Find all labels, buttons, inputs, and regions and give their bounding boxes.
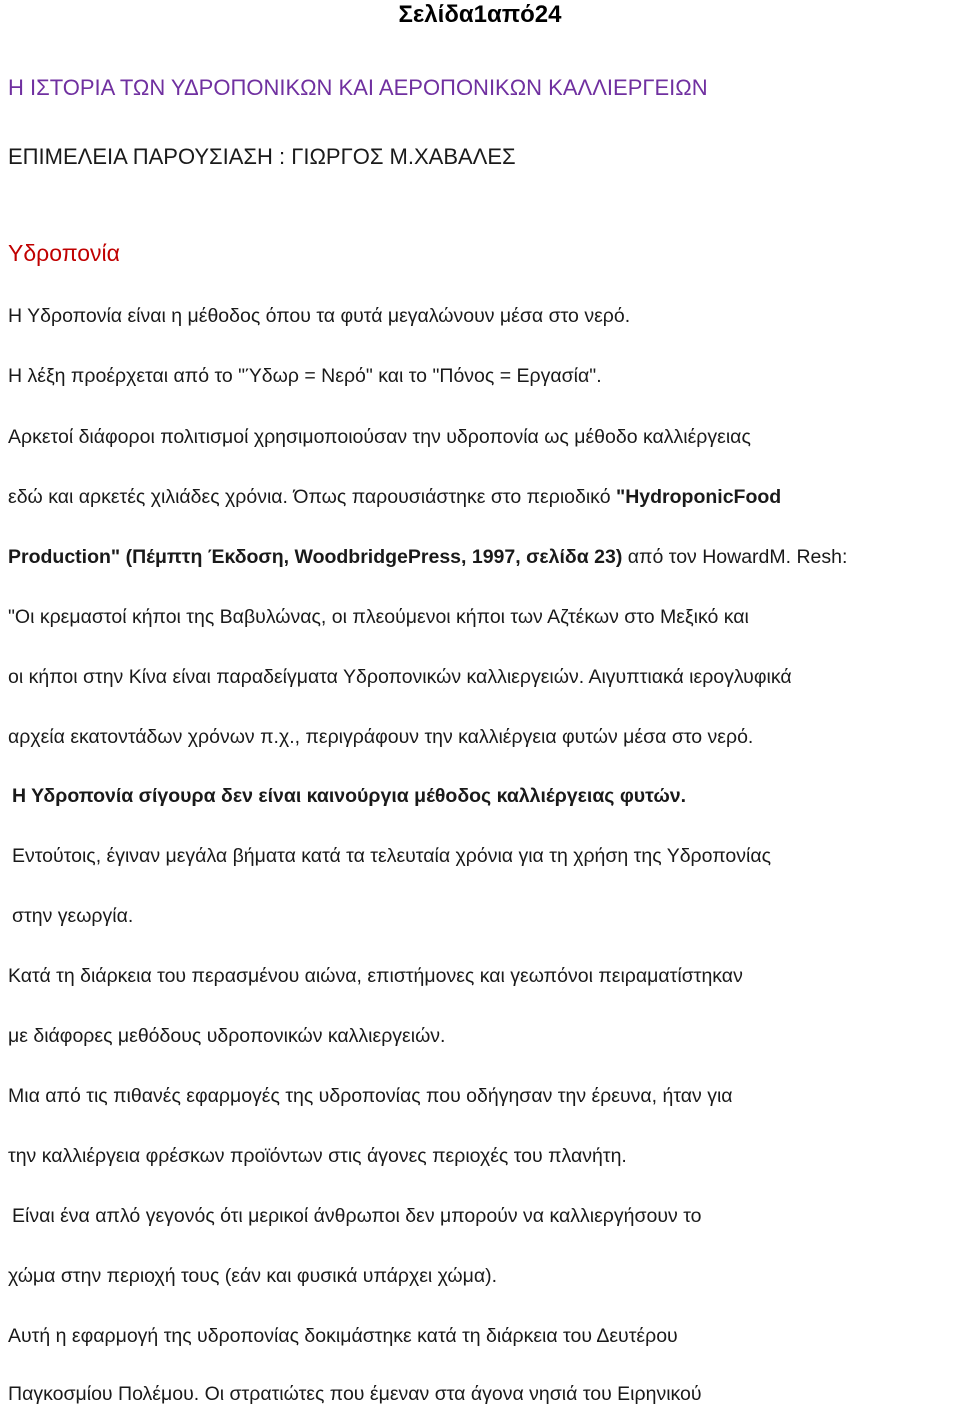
paragraph-line: Η λέξη προέρχεται από το "Ύδωρ = Νερό" και το "Πόνος = Εργασία".	[8, 365, 602, 387]
paragraph-line: Είναι ένα απλό γεγονός ότι μερικοί άνθρωποι δεν μπορούν να καλλιεργήσουν το	[12, 1205, 702, 1227]
paragraph-line: Παγκοσμίου Πολέμου. Οι στρατιώτες που έμεναν στα άγονα νησιά του Ειρηνικού	[8, 1383, 702, 1405]
paragraph-line	[8, 483, 781, 511]
paragraph-line: στην γεωργία.	[12, 905, 134, 927]
page-header: Σελίδα1από24	[398, 1, 562, 28]
paragraph-line: Κατά τη διάρκεια του περασμένου αιώνα, επιστήμονες και γεωπόνοι πειραματίστηκαν	[8, 965, 743, 987]
text-run-bold: "HydroponicFood	[615, 486, 782, 508]
paragraph-line: Εντούτοις, έγιναν μεγάλα βήματα κατά τα τελευταία χρόνια για τη χρήση της Υδροπονίας	[12, 845, 771, 867]
paragraph-line: την καλλιέργεια φρέσκων προϊόντων στις άγονες περιοχές του πλανήτη.	[8, 1145, 627, 1167]
text-run: από τον HowardM. Resh:	[622, 546, 848, 568]
paragraph-line: με διάφορες μεθόδους υδροπονικών καλλιεργειών.	[8, 1025, 446, 1047]
paragraph-line: Μια από τις πιθανές εφαρμογές της υδροπονίας που οδήγησαν την έρευνα, ήταν για	[8, 1085, 733, 1107]
paragraph-line: χώμα στην περιοχή τους (εάν και φυσικά υπάρχει χώμα).	[8, 1265, 498, 1287]
paragraph-line: "Οι κρεμαστοί κήποι της Βαβυλώνας, οι πλεούμενοι κήποι των Αζτέκων στο Μεξικό και	[8, 606, 749, 628]
text-run: εδώ και αρκετές χιλιάδες χρόνια. Όπως παρουσιάστηκε στο περιοδικό	[8, 486, 616, 508]
paragraph-line: αρχεία εκατοντάδων χρόνων π.χ., περιγράφουν την καλλιέργεια φυτών μέσα στο νερό.	[8, 726, 754, 748]
text-run-bold: Production" (Πέμπτη Έκδοση, WoodbridgePress, 1997, σελίδα 23)	[8, 546, 623, 568]
paragraph-line: Αρκετοί διάφοροι πολιτισμοί χρησιμοποιούσαν την υδροπονία ως μέθοδο καλλιέργειας	[8, 426, 751, 448]
paragraph-line	[8, 543, 847, 571]
paragraph-line: Αυτή η εφαρμογή της υδροπονίας δοκιμάστηκε κατά τη διάρκεια του Δευτέρου	[8, 1325, 678, 1347]
section-heading: Υδροπονία	[8, 240, 120, 266]
document-title: Η ΙΣΤΟΡΙΑ ΤΩΝ ΥΔΡΟΠΟΝΙΚΩΝ ΚΑΙ ΑΕΡΟΠΟΝΙΚΩΝ ΚΑΛΛΙΕΡΓΕΙΩΝ	[8, 75, 708, 100]
paragraph-line-bold: Η Υδροπονία σίγουρα δεν είναι καινούργια μέθοδος καλλιέργειας φυτών.	[12, 785, 687, 807]
paragraph-line: Η Υδροπονία είναι η μέθοδος όπου τα φυτά μεγαλώνουν μέσα στο νερό.	[8, 305, 631, 327]
paragraph-line: οι κήποι στην Κίνα είναι παραδείγματα Υδροπονικών καλλιεργειών. Αιγυπτιακά ιερογλυφικά	[8, 666, 792, 688]
editor-credit: ΕΠΙΜΕΛΕΙΑ ΠΑΡΟΥΣΙΑΣΗ : ΓΙΩΡΓΟΣ Μ.ΧΑΒΑΛΕΣ	[8, 144, 516, 169]
